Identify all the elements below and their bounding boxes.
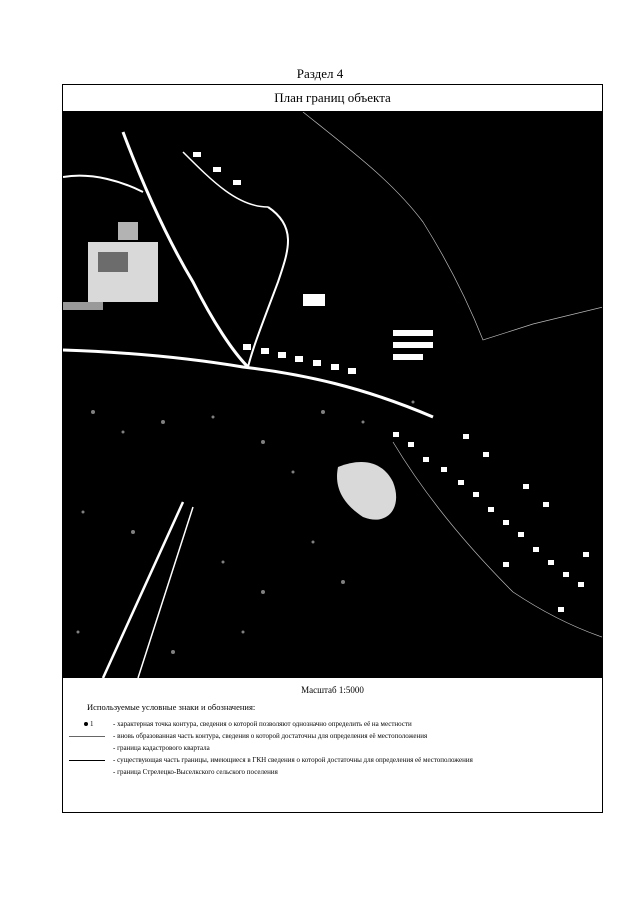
settlement-boundary-symbol	[69, 766, 107, 778]
legend-item-text: - характерная точка контура, сведения о которой позволяют однозначно определить её на местности	[113, 720, 412, 728]
legend-item	[69, 742, 599, 754]
legend-item	[69, 766, 599, 778]
legend-item	[69, 718, 599, 730]
thick-line-icon	[69, 760, 105, 761]
legend-item-text: - существующая часть границы, имеющиеся в ГКН сведения о которой достаточны для определения её местоположения	[113, 756, 473, 764]
legend-item	[69, 730, 599, 742]
existing-boundary-symbol	[69, 754, 107, 766]
aerial-map[interactable]	[63, 112, 602, 678]
characteristic-point-symbol	[69, 718, 107, 730]
legend-title: Используемые условные знаки и обозначения:	[87, 702, 256, 712]
point-symbol-label: 1	[90, 720, 94, 728]
legend-item	[69, 754, 599, 766]
thin-line-icon	[69, 736, 105, 737]
section-title: Раздел 4	[296, 66, 344, 81]
legend-item-text: - вновь образованная часть контура, сведения о которой достаточны для определения её местоположения	[113, 732, 428, 740]
legend-item-text: - граница кадастрового квартала	[113, 744, 210, 752]
legend	[69, 718, 599, 778]
aerial-map-image	[63, 112, 602, 678]
quarter-boundary-symbol	[69, 742, 107, 754]
point-icon	[84, 722, 88, 726]
legend-item-text: - граница Стрелецко-Выселкского сельского поселения	[113, 768, 278, 776]
scale-label: Масштаб 1:5000	[301, 685, 364, 695]
plan-title: План границ объекта	[63, 85, 602, 112]
new-contour-line-symbol	[69, 730, 107, 742]
plan-frame	[62, 84, 603, 813]
